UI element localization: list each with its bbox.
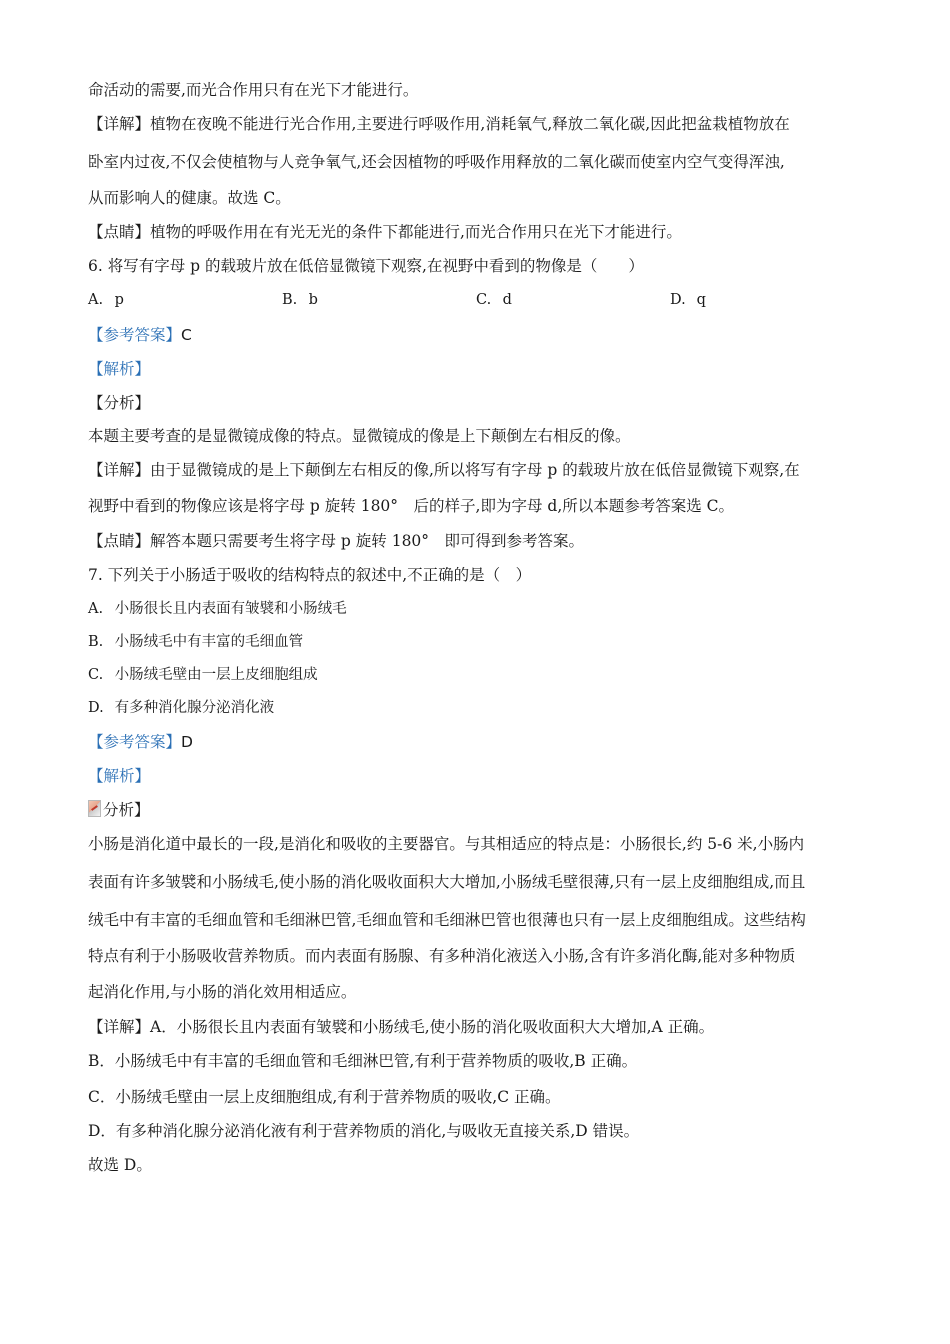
analysis-line: 起消化作用,与小肠的消化效用相适应。 bbox=[88, 983, 357, 1001]
q6-option-d bbox=[670, 290, 706, 310]
option-label: A. bbox=[88, 292, 104, 308]
option-text: p bbox=[114, 292, 124, 308]
option-text: 小肠绒毛壁由一层上皮细胞组成 bbox=[114, 667, 318, 683]
option-label: C. bbox=[476, 292, 492, 308]
note-line: 【点睛】植物的呼吸作用在有光无光的条件下都能进行,而光合作用只在光下才能进行。 bbox=[88, 223, 682, 241]
option-label: B. bbox=[282, 292, 298, 308]
option-label: B. bbox=[88, 634, 104, 650]
fenxi-tag-line bbox=[88, 800, 880, 820]
analysis-text: 本题主要考查的是显微镜成像的特点。显微镜成的像是上下颠倒左右相反的像。 bbox=[88, 427, 631, 445]
q7-option-c bbox=[88, 665, 318, 685]
answer-value: D bbox=[181, 733, 193, 751]
question-7-stem: 7. 下列关于小肠适于吸收的结构特点的叙述中,不正确的是（ ） bbox=[88, 566, 532, 584]
analysis-line: 表面有许多皱襞和小肠绒毛,使小肠的消化吸收面积大大增加,小肠绒毛壁很薄,只有一层上皮细胞组成,而且 bbox=[88, 873, 806, 891]
q7-option-b bbox=[88, 632, 303, 652]
q6-option-c bbox=[476, 290, 512, 310]
analysis-line: 小肠是消化道中最长的一段,是消化和吸收的主要器官。与其相适应的特点是：小肠很长,约 5-6 米,小肠内 bbox=[88, 835, 805, 853]
q6-option-a bbox=[88, 290, 124, 310]
option-text: q bbox=[696, 292, 706, 308]
broken-image-icon bbox=[88, 800, 101, 817]
analysis-line: 绒毛中有丰富的毛细血管和毛细淋巴管,毛细血管和毛细淋巴管也很薄也只有一层上皮细胞组成。这些结构 bbox=[88, 911, 806, 929]
answer-tag: 【参考答案】 bbox=[88, 733, 182, 751]
note-line: 【点睛】解答本题只需要考生将字母 p 旋转 180° 即可得到参考答案。 bbox=[88, 532, 585, 550]
detail-line: 【详解】植物在夜晚不能进行光合作用,主要进行呼吸作用,消耗氧气,释放二氧化碳,因此把盆栽植物放在 bbox=[88, 115, 790, 133]
q6-answer-line bbox=[88, 325, 880, 345]
conclusion-line: 故选 D。 bbox=[88, 1156, 152, 1174]
fenxi-tag: 【分析】 bbox=[88, 394, 151, 412]
detail-line: 【详解】由于显微镜成的是上下颠倒左右相反的像,所以将写有字母 p 的载玻片放在低倍显微镜下观察,在 bbox=[88, 461, 800, 479]
detail-line: B．小肠绒毛中有丰富的毛细血管和毛细淋巴管,有利于营养物质的吸收,B 正确。 bbox=[88, 1052, 638, 1070]
option-label: D. bbox=[88, 700, 104, 716]
option-label: D. bbox=[670, 292, 686, 308]
jiexi-tag: 【解析】 bbox=[88, 767, 151, 785]
detail-line: 【详解】A．小肠很长且内表面有皱襞和小肠绒毛,使小肠的消化吸收面积大大增加,A 正确。 bbox=[88, 1018, 715, 1036]
q6-option-b bbox=[282, 290, 318, 310]
detail-line: D．有多种消化腺分泌消化液有利于营养物质的消化,与吸收无直接关系,D 错误。 bbox=[88, 1122, 640, 1140]
option-text: 小肠很长且内表面有皱襞和小肠绒毛 bbox=[114, 601, 347, 617]
detail-line: 卧室内过夜,不仅会使植物与人竞争氧气,还会因植物的呼吸作用释放的二氧化碳而使室内空气变得浑浊, bbox=[88, 153, 785, 171]
fenxi-tag: 分析】 bbox=[103, 801, 150, 819]
option-text: 小肠绒毛中有丰富的毛细血管 bbox=[114, 634, 304, 650]
answer-tag: 【参考答案】 bbox=[88, 326, 182, 344]
detail-line: 视野中看到的物像应该是将字母 p 旋转 180° 后的样子,即为字母 d,所以本题参考答案选 C。 bbox=[88, 497, 735, 515]
analysis-line: 特点有利于小肠吸收营养物质。而内表面有肠腺、有多种消化液送入小肠,含有许多消化酶,能对多种物质 bbox=[88, 947, 796, 965]
answer-value: C bbox=[181, 326, 192, 344]
question-6-stem: 6. 将写有字母 p 的载玻片放在低倍显微镜下观察,在视野中看到的物像是（ ） bbox=[88, 257, 644, 275]
q7-answer-line bbox=[88, 732, 880, 752]
option-text: d bbox=[502, 292, 512, 308]
option-label: A. bbox=[88, 601, 104, 617]
q7-option-a bbox=[88, 599, 347, 619]
q7-option-d bbox=[88, 698, 274, 718]
option-text: 有多种消化腺分泌消化液 bbox=[114, 700, 275, 716]
option-label: C. bbox=[88, 667, 104, 683]
detail-line: C．小肠绒毛壁由一层上皮细胞组成,有利于营养物质的吸收,C 正确。 bbox=[88, 1088, 561, 1106]
jiexi-tag: 【解析】 bbox=[88, 360, 151, 378]
option-text: b bbox=[308, 292, 318, 308]
detail-line: 从而影响人的健康。故选 C。 bbox=[88, 189, 291, 207]
text-line: 命活动的需要,而光合作用只有在光下才能进行。 bbox=[88, 81, 419, 99]
